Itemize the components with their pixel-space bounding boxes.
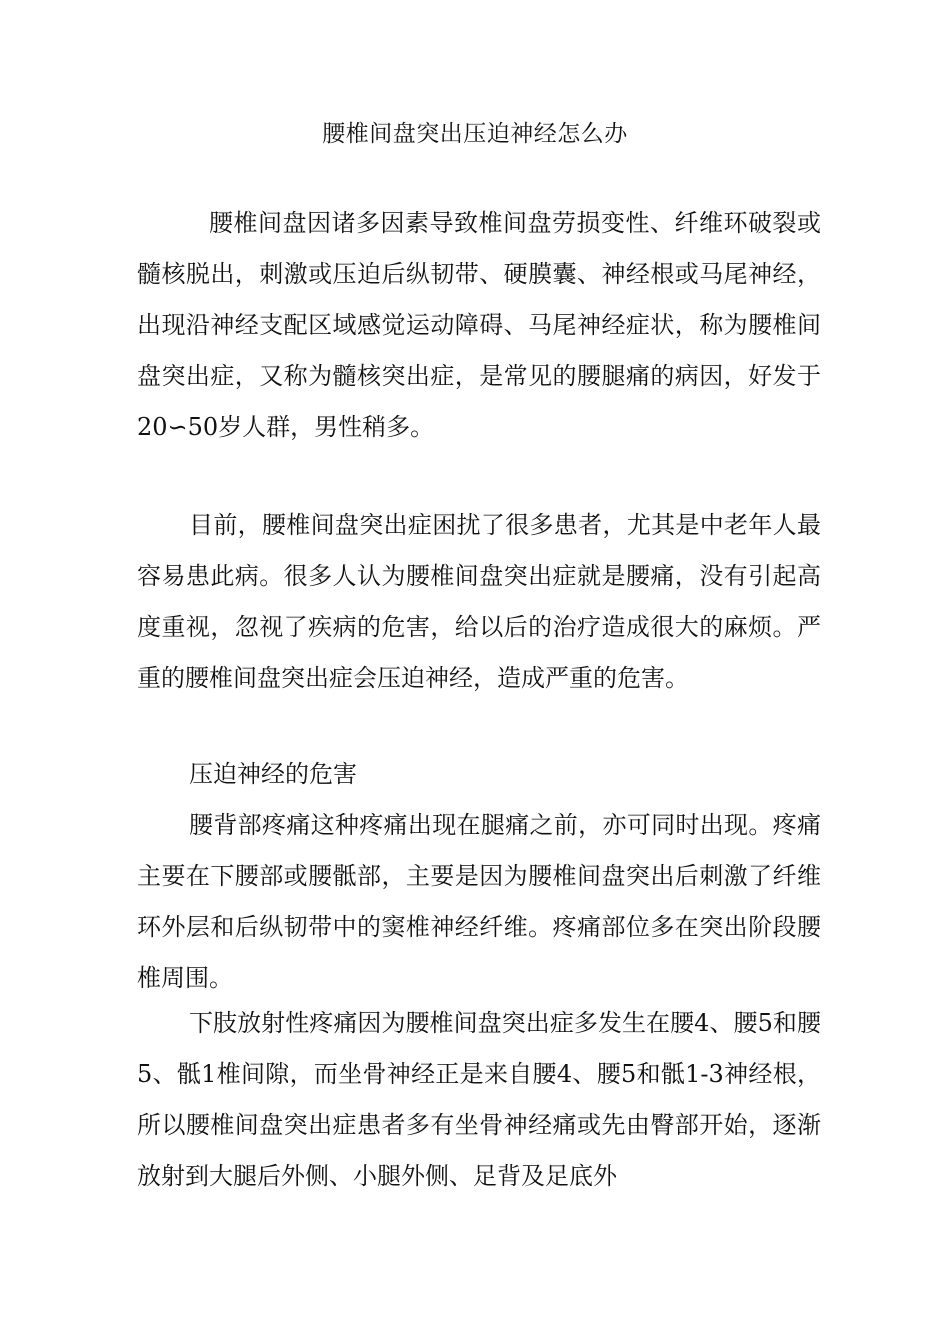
document-title: 腰椎间盘突出压迫神经怎么办 (322, 121, 628, 147)
paragraph-intro: 腰椎间盘因诸多因素导致椎间盘劳损变性、纤维环破裂或髓核脱出，刺激或压迫后纵韧带、硬膜囊、神经根或马尾神经，出现沿神经支配区域感觉运动障碍、马尾神经症状，称为腰椎间盘突出症，又称为髓核突出症，是常见的腰腿痛的病因，好发于20∽50岁人群，男性稍多。 (137, 209, 821, 441)
paragraph-leg-pain: 下肢放射性疼痛因为腰椎间盘突出症多发生在腰4、腰5和腰5、骶1椎间隙，而坐骨神经正是来自腰4、腰5和骶1-3神经根，所以腰椎间盘突出症患者多有坐骨神经痛或先由臀部开始，逐渐放射到大腿后外侧、小腿外侧、足背及足底外 (137, 1009, 821, 1190)
paragraph-current-situation: 目前，腰椎间盘突出症困扰了很多患者，尤其是中老年人最容易患此病。很多人认为腰椎间盘突出症就是腰痛，没有引起高度重视，忽视了疾病的危害，给以后的治疗造成很大的麻烦。严重的腰椎间盘突出症会压迫神经，造成严重的危害。 (137, 511, 821, 692)
section-subheading: 压迫神经的危害 (189, 760, 357, 788)
paragraph-back-pain: 腰背部疼痛这种疼痛出现在腿痛之前，亦可同时出现。疼痛主要在下腰部或腰骶部，主要是因为腰椎间盘突出后刺激了纤维环外层和后纵韧带中的窦椎神经纤维。疼痛部位多在突出阶段腰椎周围。 (137, 811, 821, 992)
